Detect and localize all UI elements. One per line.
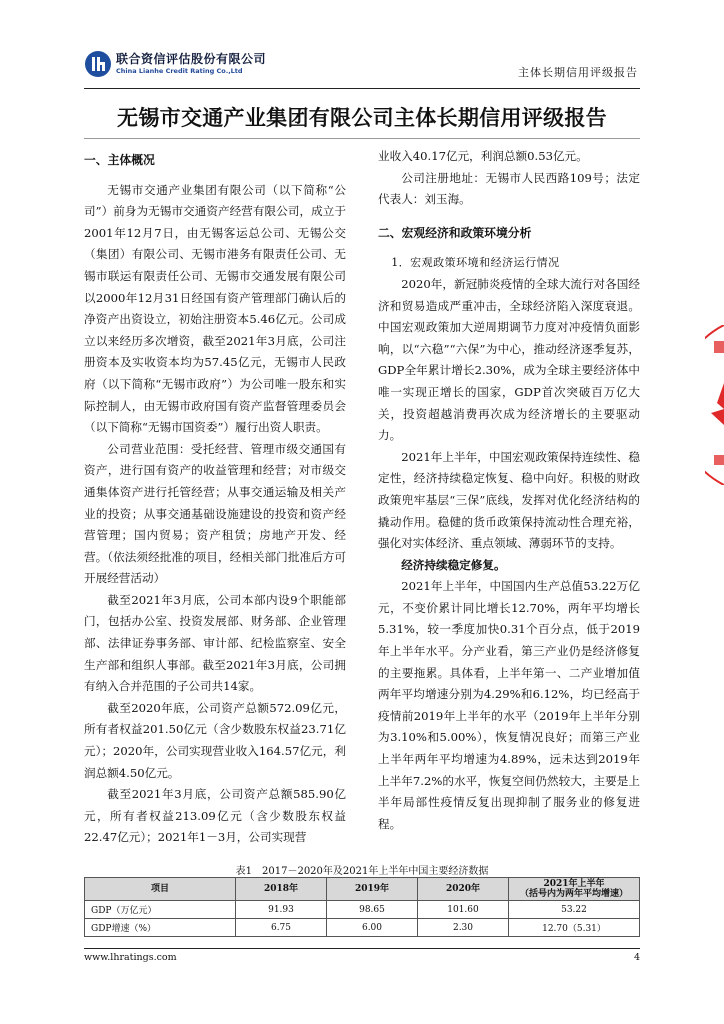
table-cell: GDP增速（%） bbox=[85, 919, 236, 937]
page-header bbox=[84, 42, 640, 89]
paragraph: 无锡市交通产业集团有限公司（以下简称“公司”）前身为无锡市交通资产经营有限公司，成立于2001年12月7日，由无锡客运总公司、无锡公交（集团）有限公司、无锡市港务有限责任公司、无锡市联运有限责任公司、无锡市交通发展有限公司以2000年12月31日经国有资产管理部门确认后的净资产出资设立，初始注册资本5.46亿元。公司成立以来经历多次增资，截至2021年3月底，公司注册资本及实收资本均为57.45亿元，无锡市人民政府（以下简称“无锡市政府”）为公司唯一股东和实际控制人，由无锡市政府国有资产监督管理委员会（以下简称“无锡市国资委”）履行出资人职责。 bbox=[84, 182, 346, 435]
title-divider bbox=[84, 138, 640, 139]
table-cell: 6.75 bbox=[236, 919, 327, 937]
table-cell: 53.22 bbox=[509, 901, 640, 919]
table-row bbox=[85, 901, 640, 919]
document-title: 无锡市交通产业集团有限公司主体长期信用评级报告 bbox=[117, 105, 607, 130]
table-header-cell bbox=[509, 878, 640, 901]
table-row bbox=[85, 919, 640, 937]
table-header-cell: 项目 bbox=[85, 878, 236, 901]
footer-divider bbox=[84, 948, 640, 949]
table-header-cell: 2019年 bbox=[327, 878, 418, 901]
table-cell: 98.65 bbox=[327, 901, 418, 919]
report-type: 主体长期信用评级报告 bbox=[518, 66, 638, 79]
right-column bbox=[378, 146, 640, 835]
company-name-en: China Lianhe Credit Rating Co.,Ltd bbox=[116, 67, 243, 75]
table-header-cell: 2018年 bbox=[236, 878, 327, 901]
table-cell: 2.30 bbox=[418, 919, 509, 937]
left-column bbox=[84, 146, 346, 849]
company-logo-icon bbox=[84, 50, 112, 78]
bold-heading: 经济持续稳定修复。 bbox=[401, 557, 506, 572]
footer-url: www.lhratings.com bbox=[84, 952, 177, 963]
table-cell: 6.00 bbox=[327, 919, 418, 937]
paragraph: 2021年上半年，中国国内生产总值53.22万亿元，不变价累计同比增长12.70%，两年平均增长5.31%，较一季度加快0.31个百分点，低于2019年上半年水平。分产业看，第三产业仍是经济修复的主要拖累。具体看，上半年第一、二产业增加值两年平均增速分别为4.29%和6.12%，均已经高于疫情前2019年上半年的水平（2019年上半年分别为3.10%和5.00%），恢复情况良好；而第三产业上半年两年平均增速为4.89%，远未达到2019年上半年7.2%的水平，恢复空间仍然较大，主要是上半年局部性疫情反复出现抑制了服务业的修复进程。 bbox=[378, 579, 640, 831]
subsection-heading: 1．宏观政策环境和经济运行情况 bbox=[391, 256, 560, 270]
address-paragraph: 公司注册地址：无锡市人民西路109号；法定代表人：刘玉海。 bbox=[378, 170, 640, 207]
table-cell: 91.93 bbox=[236, 901, 327, 919]
section-heading-1: 一、主体概况 bbox=[84, 153, 155, 167]
table-caption: 表1 2017－2020年及2021年上半年中国主要经济数据 bbox=[235, 866, 489, 877]
table-cell: 12.70（5.31） bbox=[509, 919, 640, 937]
table-header-row bbox=[85, 878, 640, 901]
economic-data-table bbox=[84, 877, 640, 937]
paragraph: 截至2020年底，公司资产总额572.09亿元，所有者权益201.50亿元（含少数股东权益23.71亿元）；2020年，公司实现营业收入164.57亿元，利润总额4.50亿元。 bbox=[84, 700, 346, 780]
seal-stamp-icon bbox=[705, 325, 724, 485]
paragraph-continuation: 业收入40.17亿元，利润总额0.53亿元。 bbox=[378, 149, 588, 163]
paragraph: 2021年上半年，中国宏观政策保持连续性、稳定性，经济持续稳定恢复、稳中向好。积极的财政政策兜牢基层“三保”底线，发挥对优化经济结构的撬动作用。稳健的货币政策保持流动性合理充裕，强化对实体经济、重点领域、薄弱环节的支持。 bbox=[378, 449, 640, 551]
paragraph: 公司营业范围：受托经营、管理市级交通国有资产，进行国有资产的收益管理和经营；对市级交通集体资产进行托管经营；从事交通运输及相关产业的投资；从事交通基础设施建设的投资和资产经营管理；国内贸易；资产租赁；房地产开发、经营。（依法须经批准的项目，经相关部门批准后方可开展经营活动） bbox=[84, 441, 346, 586]
table-header-cell: 2020年 bbox=[418, 878, 509, 901]
table-header-line: （括号内为两年平均增速） bbox=[519, 889, 628, 899]
table-cell: 101.60 bbox=[418, 901, 509, 919]
table-cell: GDP（万亿元） bbox=[85, 901, 236, 919]
paragraph: 截至2021年3月底，公司本部内设9个职能部门，包括办公室、投资发展部、财务部、企业管理部、法律证券事务部、审计部、纪检监察室、安全生产部和组织人事部。截至2021年3月底，公司拥有纳入合并范围的子公司共14家。 bbox=[84, 592, 346, 694]
page-number: 4 bbox=[633, 952, 640, 963]
table-header-line: 2021年上半年 bbox=[543, 879, 605, 889]
section-heading-2: 二、宏观经济和政策环境分析 bbox=[378, 225, 532, 240]
paragraph: 截至2021年3月底，公司资产总额585.90亿元，所有者权益213.09亿元（含少数股东权益22.47亿元）；2021年1－3月，公司实现营 bbox=[84, 787, 346, 845]
paragraph: 2020年，新冠肺炎疫情的全球大流行对各国经济和贸易造成严重冲击，全球经济陷入深度衰退。中国宏观政策加大逆周期调节力度对冲疫情负面影响，以“六稳”“六保”为中心，推动经济逐季复苏，GDP全年累计增长2.30%，成为全球主要经济体中唯一实现正增长的国家，GDP首次突破百万亿大关，投资超越消费再次成为经济增长的主要驱动力。 bbox=[378, 276, 640, 443]
company-name-cn: 联合资信评估股份有限公司 bbox=[116, 52, 267, 66]
